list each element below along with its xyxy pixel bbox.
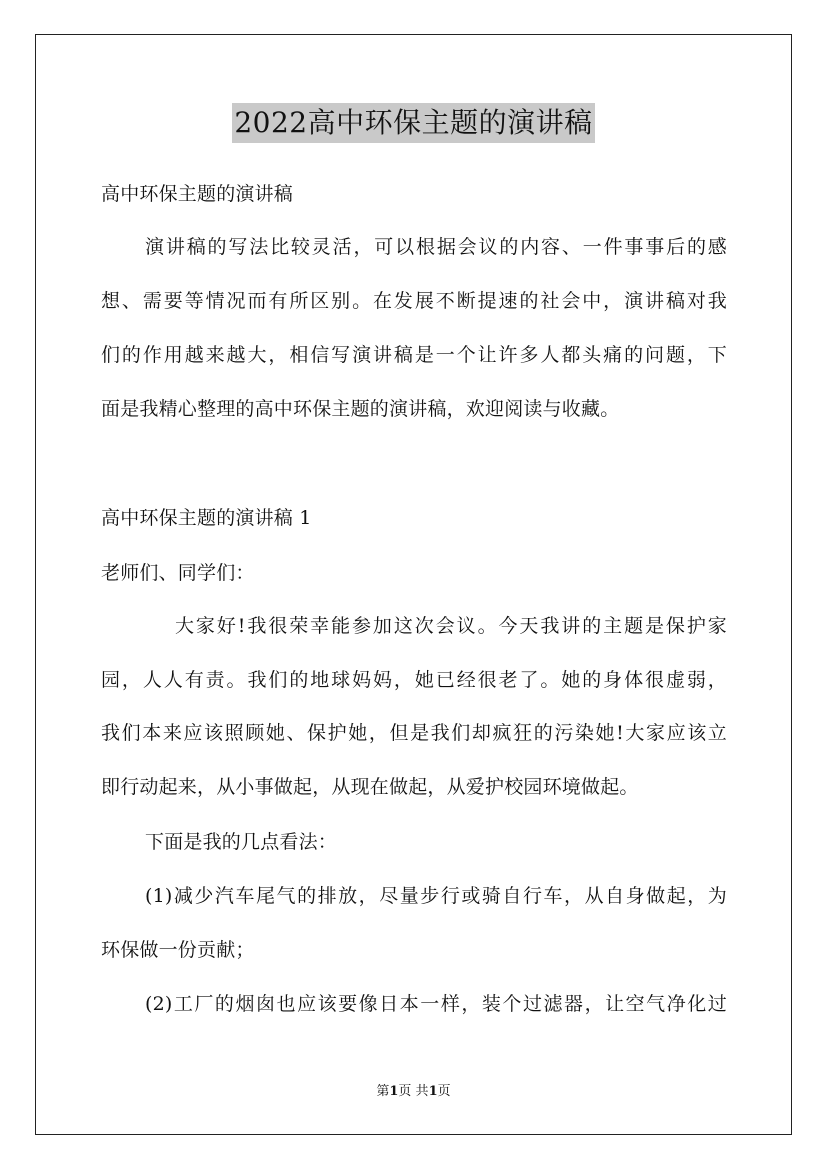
page-mid: 页 共 [398, 1084, 429, 1099]
body-paragraph-line: 环保做一份贡献； [101, 939, 255, 961]
body-paragraph-line: 园，人人有责。我们的地球妈妈，她已经很老了。她的身体很虚弱， [101, 669, 727, 691]
intro-paragraph-line: 面是我精心整理的高中环保主题的演讲稿，欢迎阅读与收藏。 [101, 398, 620, 420]
page-current: 1 [389, 1084, 399, 1099]
section-heading: 高中环保主题的演讲稿 1 [101, 507, 312, 529]
document-title: 2022高中环保主题的演讲稿 [232, 103, 594, 143]
page-prefix: 第 [376, 1084, 390, 1099]
body-paragraph-line: (2)工厂的烟囱也应该要像日本一样，装个过滤器，让空气净化过 [145, 993, 727, 1015]
page-total: 1 [428, 1084, 438, 1099]
page-suffix: 页 [437, 1084, 451, 1099]
body-paragraph-line: 我们本来应该照顾她、保护她，但是我们却疯狂的污染她!大家应该立 [101, 722, 727, 744]
intro-paragraph-line: 演讲稿的写法比较灵活，可以根据会议的内容、一件事事后的感 [145, 236, 727, 258]
body-paragraph-line: 大家好!我很荣幸能参加这次会议。今天我讲的主题是保护家 [175, 615, 727, 637]
salutation: 老师们、同学们： [101, 562, 255, 584]
body-paragraph-line: (1)减少汽车尾气的排放，尽量步行或骑自行车，从自身做起，为 [145, 885, 727, 907]
intro-paragraph-line: 们的作用越来越大，相信写演讲稿是一个让许多人都头痛的问题，下 [101, 344, 727, 366]
body-paragraph-line: 下面是我的几点看法： [145, 831, 338, 853]
title-container [0, 103, 827, 143]
intro-paragraph-line: 想、需要等情况而有所区别。在发展不断提速的社会中，演讲稿对我 [101, 290, 727, 312]
subtitle: 高中环保主题的演讲稿 [101, 183, 294, 205]
body-paragraph-line: 即行动起来，从小事做起，从现在做起，从爱护校园环境做起。 [101, 776, 639, 798]
page-footer [0, 1083, 827, 1101]
